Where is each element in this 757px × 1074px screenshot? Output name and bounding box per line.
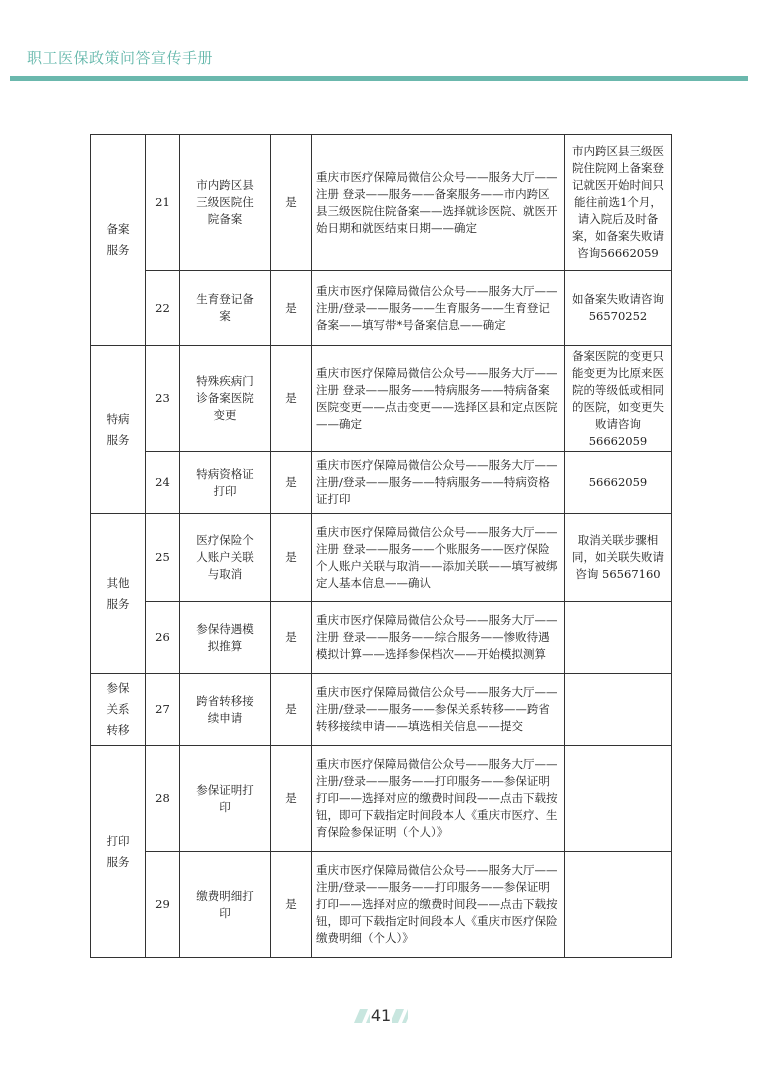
item-cell: 参保待遇模拟推算: [180, 602, 271, 674]
table-row: [91, 852, 672, 958]
table-row: [91, 346, 672, 452]
note-cell: [565, 852, 672, 958]
table-row: [91, 514, 672, 602]
item-cell: 缴费明细打印: [180, 852, 271, 958]
path-cell: 重庆市医疗保障局微信公众号——服务大厅——注册 登录——服务——个账服务——医疗保险个人账户关联与取消——添加关联——填写被绑定人基本信息——确认: [312, 514, 565, 602]
row-number: 23: [146, 346, 180, 452]
online-flag: 是: [271, 346, 312, 452]
path-cell: 重庆市医疗保障局微信公众号——服务大厅——注册 登录——服务——综合服务——惨败待遇模拟计算——选择参保档次——开始模拟测算: [312, 602, 565, 674]
category-cell: 打印服务: [91, 746, 146, 958]
path-cell: 重庆市医疗保障局微信公众号——服务大厅——注册/登录——服务——生育服务——生育登记备案——填写带*号备案信息——确定: [312, 271, 565, 346]
online-flag: 是: [271, 746, 312, 852]
item-cell: 特殊疾病门诊备案医院变更: [180, 346, 271, 452]
online-flag: 是: [271, 271, 312, 346]
row-number: 22: [146, 271, 180, 346]
handbook-title: 职工医保政策问答宣传手册: [27, 49, 214, 67]
item-cell: 医疗保险个人账户关联与取消: [180, 514, 271, 602]
online-flag: 是: [271, 852, 312, 958]
path-cell: 重庆市医疗保障局微信公众号——服务大厅——注册 登录——服务——备案服务——市内跨区县三级医院住院备案——选择就诊医院、就医开始日期和就医结束日期——确定: [312, 135, 565, 271]
online-flag: 是: [271, 602, 312, 674]
row-number: 24: [146, 452, 180, 514]
page-number: 41: [370, 1006, 392, 1025]
table-row: [91, 135, 672, 271]
row-number: 21: [146, 135, 180, 271]
category-cell: 备案服务: [91, 135, 146, 346]
category-cell: 参保关系转移: [91, 674, 146, 746]
item-cell: 参保证明打印: [180, 746, 271, 852]
row-number: 28: [146, 746, 180, 852]
note-cell: [565, 674, 672, 746]
note-cell: 取消关联步骤相同，如关联失败请咨询 56567160: [565, 514, 672, 602]
table-row: [91, 452, 672, 514]
category-cell: 特病服务: [91, 346, 146, 514]
note-cell: 备案医院的变更只能变更为比原来医院的等级低或相同的医院，如变更失败请咨询 56662059: [565, 346, 672, 452]
item-cell: 跨省转移接续申请: [180, 674, 271, 746]
category-cell: 其他服务: [91, 514, 146, 674]
page-footer: [340, 1003, 420, 1029]
note-cell: [565, 602, 672, 674]
online-flag: 是: [271, 452, 312, 514]
note-cell: 市内跨区县三级医院住院网上备案登记就医开始时间只能往前选1个月，请入院后及时备案，如备案失败请咨询56662059: [565, 135, 672, 271]
item-cell: 市内跨区县三级医院住院备案: [180, 135, 271, 271]
table-row: [91, 746, 672, 852]
note-cell: 如备案失败请咨询 56570252: [565, 271, 672, 346]
table-row: [91, 271, 672, 346]
online-flag: 是: [271, 514, 312, 602]
online-flag: 是: [271, 674, 312, 746]
table-row: [91, 602, 672, 674]
row-number: 27: [146, 674, 180, 746]
row-number: 29: [146, 852, 180, 958]
row-number: 25: [146, 514, 180, 602]
path-cell: 重庆市医疗保障局微信公众号——服务大厅——注册/登录——服务——参保关系转移——跨省转移接续申请——填选相关信息——提交: [312, 674, 565, 746]
online-flag: 是: [271, 135, 312, 271]
row-number: 26: [146, 602, 180, 674]
path-cell: 重庆市医疗保障局微信公众号——服务大厅——注册/登录——服务——特病服务——特病资格证打印: [312, 452, 565, 514]
note-cell: 56662059: [565, 452, 672, 514]
path-cell: 重庆市医疗保障局微信公众号——服务大厅——注册/登录——服务——打印服务——参保证明打印——选择对应的缴费时间段——点击下载按钮，即可下载指定时间段本人《重庆市医疗、生育保险参保证明（个人）》: [312, 746, 565, 852]
item-cell: 特病资格证打印: [180, 452, 271, 514]
item-cell: 生育登记备案: [180, 271, 271, 346]
path-cell: 重庆市医疗保障局微信公众号——服务大厅——注册 登录——服务——特病服务——特病备案医院变更——点击变更——选择区县和定点医院——确定: [312, 346, 565, 452]
table-row: [91, 674, 672, 746]
note-cell: [565, 746, 672, 852]
service-table: [90, 134, 672, 958]
header-divider: [10, 76, 748, 81]
path-cell: 重庆市医疗保障局微信公众号——服务大厅——注册/登录——服务——打印服务——参保证明打印——选择对应的缴费时间段——点击下载按钮，即可下载指定时间段本人《重庆市医疗保险缴费明细（个人）》: [312, 852, 565, 958]
